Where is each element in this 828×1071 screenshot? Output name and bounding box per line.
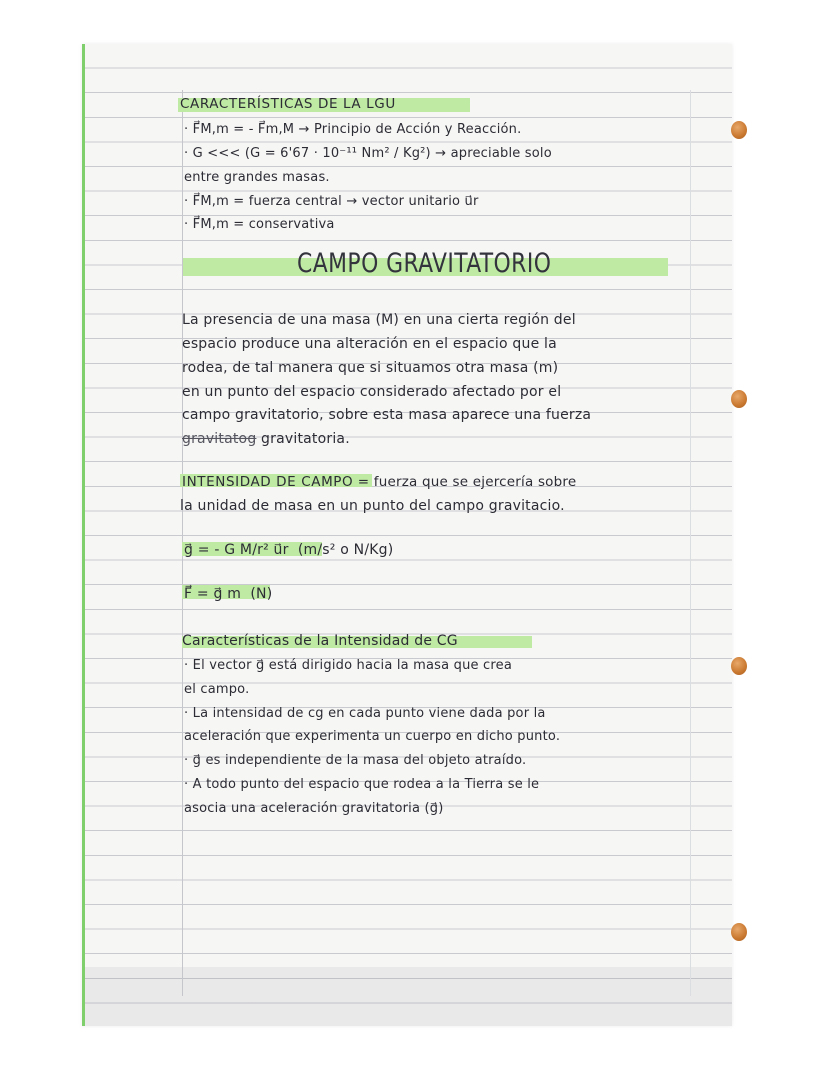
note-line: · F⃗M,m = conservativa — [184, 217, 335, 232]
note-line: el campo. — [184, 682, 250, 697]
formula-units: (m/s² o N/Kg) — [297, 542, 394, 558]
paragraph-line: rodea, de tal manera que si situamos otra masa (m) — [182, 360, 559, 376]
paragraph-line: campo gravitatorio, sobre esta masa aparece una fuerza — [182, 407, 592, 423]
definition-text: = fuerza que se ejercería sobre — [353, 474, 577, 490]
binder-hole — [731, 657, 747, 675]
right-margin-line — [690, 90, 691, 996]
paragraph-line: La presencia de una masa (M) en una cierta región del — [182, 312, 576, 328]
note-line: · G <<< (G = 6'67 · 10⁻¹¹ Nm² / Kg²) → apreciable solo — [184, 146, 552, 161]
note-line: entre grandes masas. — [184, 170, 330, 185]
note-line: aceleración que experimenta un cuerpo en dicho punto. — [184, 729, 561, 744]
formula: g⃗ = - G M/r² u⃗r — [184, 542, 289, 558]
paragraph-text: gravitatoria. — [256, 431, 350, 447]
formula-force — [184, 586, 272, 602]
page-title: CAMPO GRAVITATORIO — [297, 248, 552, 279]
binder-hole — [731, 390, 747, 408]
paragraph-line: en un punto del espacio considerado afectado por el — [182, 384, 562, 400]
formula-units: (N) — [250, 586, 273, 602]
section-heading: Características de la Intensidad de CG — [182, 633, 458, 649]
note-line: · F⃗M,m = - F⃗m,M → Principio de Acción y Reacción. — [184, 122, 522, 137]
section-heading: CARACTERÍSTICAS DE LA LGU — [180, 96, 396, 112]
note-line: · g⃗ es independiente de la masa del objeto atraído. — [184, 753, 527, 768]
note-line: asocia una aceleración gravitatoria (g⃗) — [184, 801, 444, 816]
note-line: · A todo punto del espacio que rodea a la Tierra se le — [184, 777, 540, 792]
formula-intensity — [184, 542, 393, 558]
binder-hole — [731, 121, 747, 139]
paragraph-line-last — [182, 431, 350, 447]
definition-line — [182, 474, 576, 490]
note-line: · El vector g⃗ está dirigido hacia la masa que crea — [184, 658, 513, 673]
binder-hole — [731, 923, 747, 941]
definition-line: la unidad de masa en un punto del campo gravitacio. — [180, 498, 565, 514]
definition-term: INTENSIDAD DE CAMPO — [182, 474, 354, 490]
paragraph-line: espacio produce una alteración en el espacio que la — [182, 336, 557, 352]
note-line: · La intensidad de cg en cada punto viene dada por la — [184, 706, 546, 721]
formula: F⃗ = g⃗ m — [184, 586, 242, 602]
struck-word: gravitatog — [182, 431, 257, 447]
page-margin-line — [82, 44, 85, 1026]
notebook-page — [82, 44, 732, 1026]
note-line: · F⃗M,m = fuerza central → vector unitario u⃗r — [184, 194, 479, 209]
